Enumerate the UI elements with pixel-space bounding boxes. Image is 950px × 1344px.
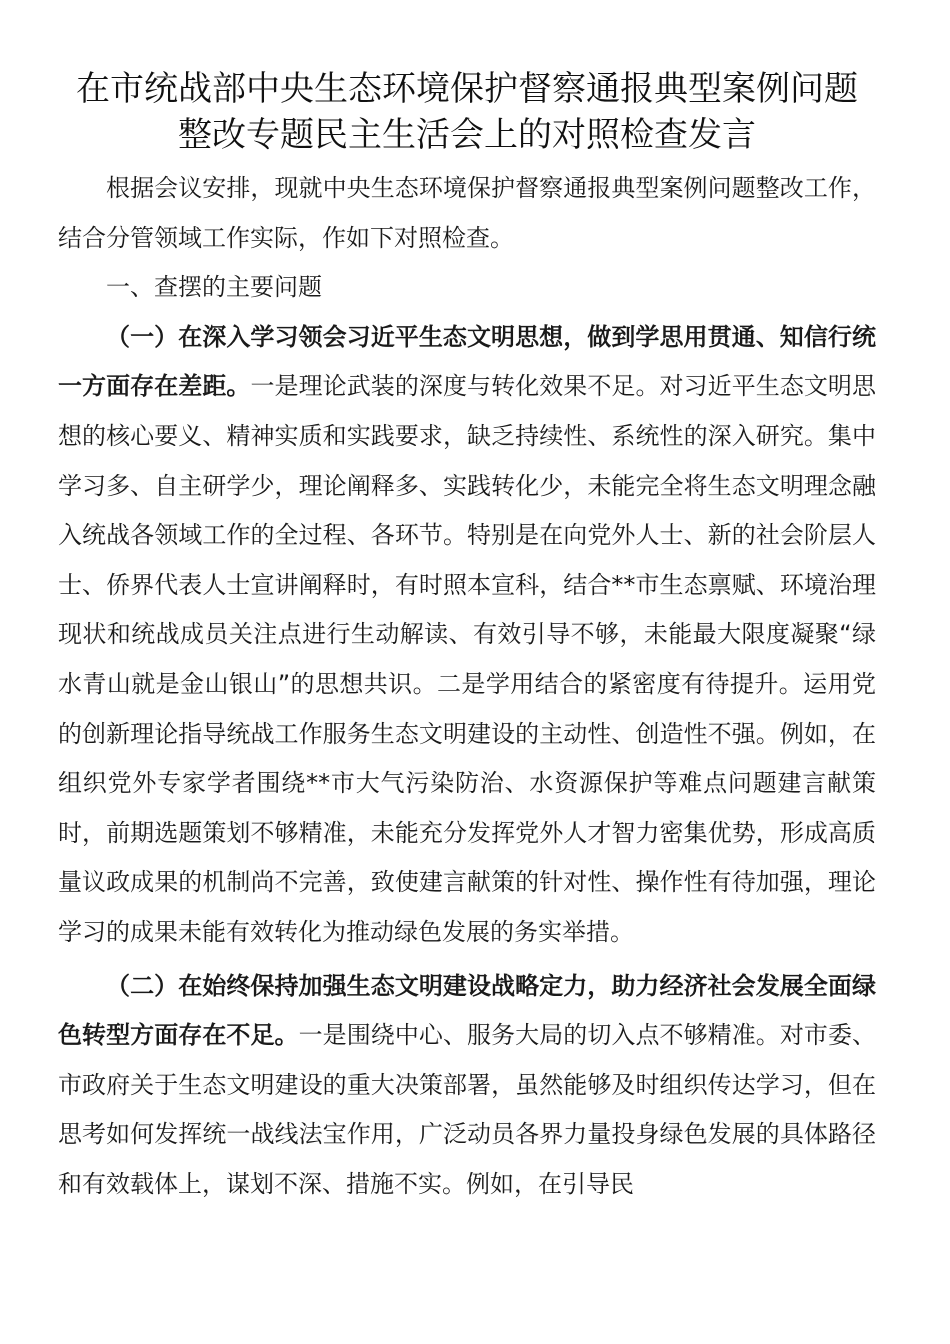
intro-paragraph: 根据会议安排，现就中央生态环境保护督察通报典型案例问题整改工作，结合分管领域工作实际，作如下对照检查。 [58, 174, 876, 252]
page-title [58, 66, 876, 158]
section-1-heading: 一、查摆的主要问题 [106, 273, 322, 302]
issue-1-paragraph [58, 313, 876, 958]
issue-1-body: 一是理论武装的深度与转化效果不足。对习近平生态文明思想的核心要义、精神实质和实践要求，缺乏持续性、系统性的深入研究。集中学习多、自主研学少，理论阐释多、实践转化少，未能完全将生态文明理念融入统战各领域工作的全过程、各环节。特别是在向党外人士、新的社会阶层人士、侨界代表人士宣讲阐释时，有时照本宣科，结合**市生态禀赋、环境治理现状和统战成员关注点进行生动解读、有效引导不够，未能最大限度凝聚“绿水青山就是金山银山”的思想共识。二是学用结合的紧密度有待提升。运用党的创新理论指导统战工作服务生态文明建设的主动性、创造性不强。例如，在组织党外专家学者围绕**市大气污染防治、水资源保护等难点问题建言献策时，前期选题策划不够精准，未能充分发挥党外人才智力密集优势，形成高质量议政成果的机制尚不完善，致使建言献策的针对性、操作性有待加强，理论学习的成果未能有效转化为推动绿色发展的务实举措。 [58, 372, 876, 946]
issue-2-lead: （二）在始终保持加强生态文明建设战略定力，助力经济社会发展全面绿色转型方面存在不足。 [58, 971, 876, 1050]
issue-2-body: 一是围绕中心、服务大局的切入点不够精准。对市委、市政府关于生态文明建设的重大决策部署，虽然能够及时组织传达学习，但在思考如何发挥统一战线法宝作用，广泛动员各界力量投身绿色发展的具体路径和有效载体上，谋划不深、措施不实。例如，在引导民 [58, 1021, 877, 1198]
issue-1-lead: （一）在深入学习领会习近平生态文明思想，做到学思用贯通、知信行统一方面存在差距。 [58, 322, 876, 401]
page-title-line-1: 在市统战部中央生态环境保护督察通报典型案例问题 [76, 69, 858, 109]
issue-2-paragraph [58, 962, 876, 1210]
page-title-line-2: 整改专题民主生活会上的对照检查发言 [178, 115, 756, 155]
document-page [58, 66, 876, 1209]
